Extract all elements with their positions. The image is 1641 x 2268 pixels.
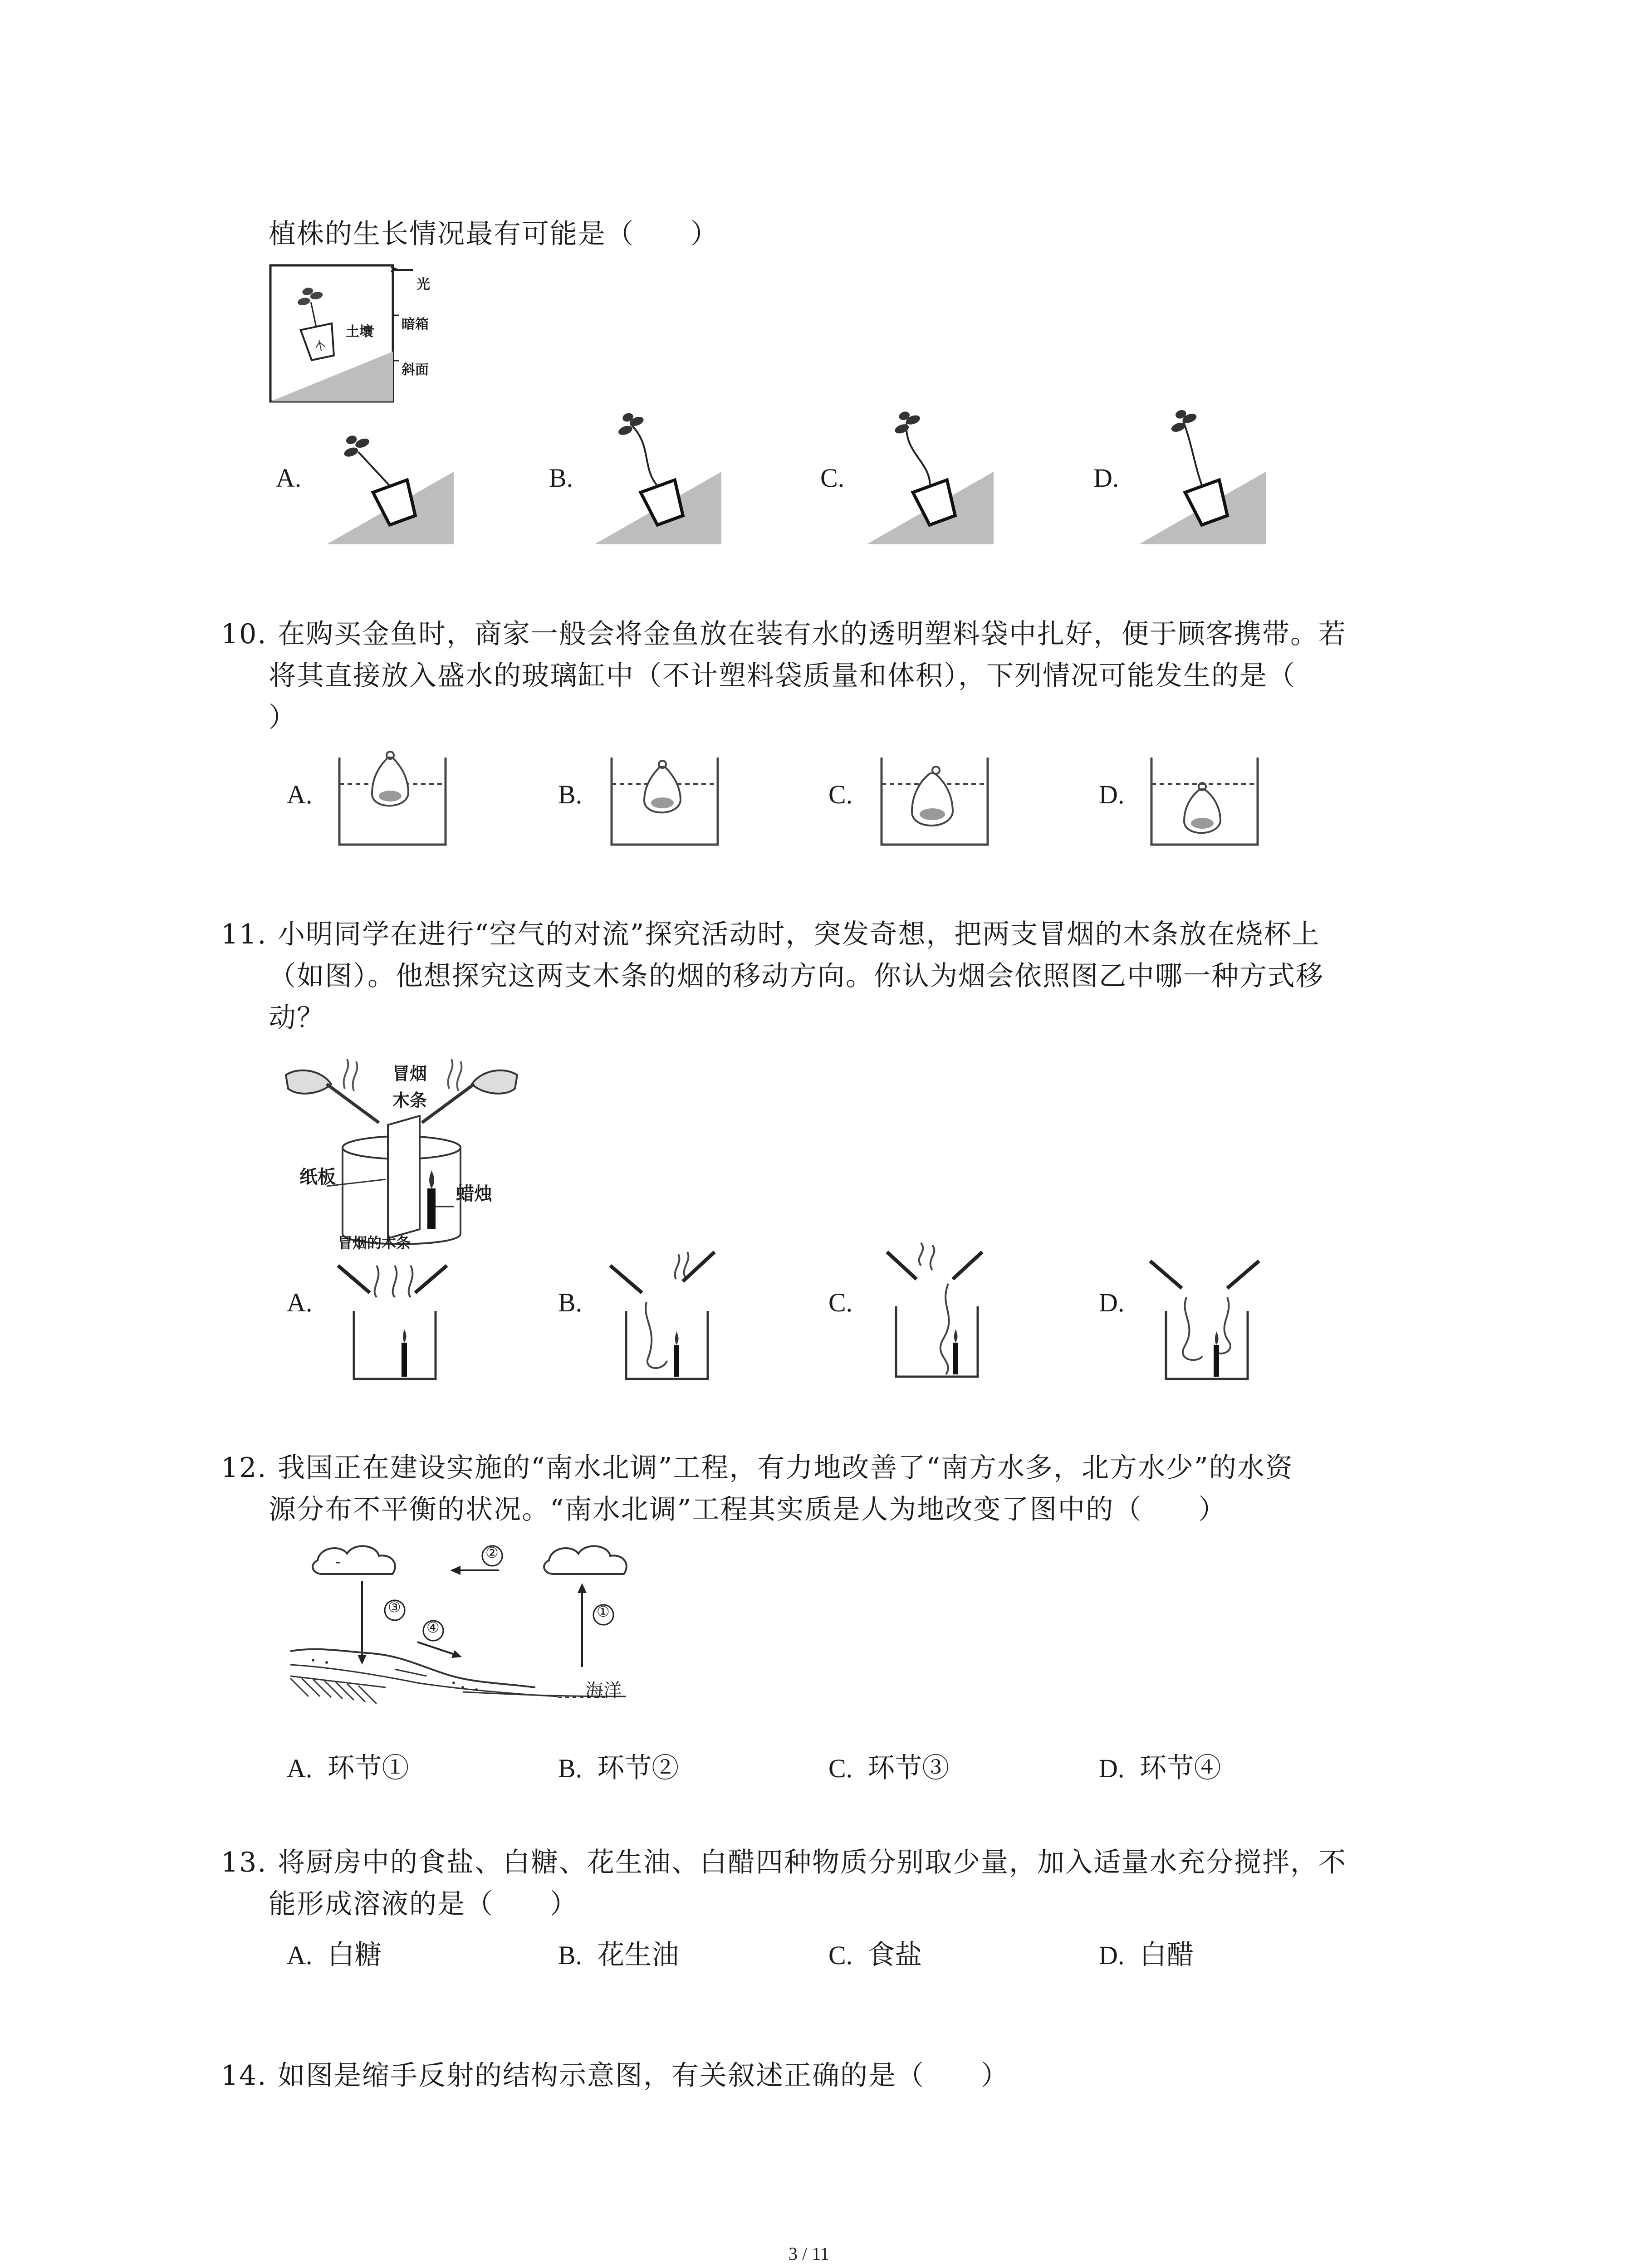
q12-option-b-label: B. bbox=[558, 1754, 583, 1783]
q12-number: 12. bbox=[221, 1452, 267, 1484]
q10-option-d-figure bbox=[1148, 748, 1261, 853]
q12-label-circle-3: ③ bbox=[388, 1598, 401, 1616]
q11-option-d-label[interactable]: D. bbox=[1099, 1288, 1125, 1317]
q10-option-b-label[interactable]: B. bbox=[558, 780, 583, 809]
q9-option-c-label[interactable]: C. bbox=[820, 463, 845, 493]
q13-option-a-text: 白糖 bbox=[327, 1939, 382, 1971]
q11-option-c-label[interactable]: C. bbox=[828, 1288, 853, 1317]
q14-text-line1: 如图是缩手反射的结构示意图，有关叙述正确的是（ ） bbox=[278, 2060, 1009, 2092]
q11-option-b-label[interactable]: B. bbox=[558, 1288, 583, 1317]
q12-option-c[interactable] bbox=[828, 1746, 949, 1785]
q13-option-d-text: 白醋 bbox=[1139, 1939, 1194, 1971]
q13-option-d[interactable] bbox=[1099, 1933, 1194, 1972]
q10-option-d-label[interactable]: D. bbox=[1099, 780, 1125, 809]
q11-label-smoking-stick: 冒烟的木条 bbox=[338, 1234, 411, 1251]
q9-option-d-figure bbox=[1139, 408, 1275, 553]
q9-option-a-label[interactable]: A. bbox=[276, 463, 302, 493]
q9-label-soil: 土壤 bbox=[346, 324, 373, 340]
q12-label-circle-1: ① bbox=[597, 1603, 610, 1620]
q12-option-b[interactable] bbox=[558, 1746, 679, 1785]
q11-option-b-figure bbox=[608, 1252, 744, 1388]
q12-option-d-text: 环节④ bbox=[1139, 1752, 1221, 1784]
q11-text-line1: 小明同学在进行“空气的对流”探究活动时，突发奇想，把两支冒烟的木条放在烧杯上 bbox=[278, 919, 1320, 950]
q13-option-d-label: D. bbox=[1099, 1941, 1125, 1970]
q13-option-b-label: B. bbox=[558, 1941, 583, 1970]
q13-text-line1: 将厨房中的食盐、白糖、花生油、白醋四种物质分别取少量，加入适量水充分搅拌，不 bbox=[278, 1847, 1347, 1878]
q12-option-c-label: C. bbox=[828, 1754, 853, 1783]
q12-option-d-label: D. bbox=[1099, 1754, 1125, 1783]
q10-option-a-figure bbox=[336, 748, 449, 853]
q9-option-a-figure bbox=[327, 408, 463, 553]
q13-number: 13. bbox=[221, 1847, 267, 1878]
q10-option-b-figure bbox=[608, 748, 721, 853]
q13-option-a[interactable] bbox=[287, 1933, 382, 1972]
q11-label-candle: 蜡烛 bbox=[456, 1183, 492, 1204]
q10-number: 10. bbox=[221, 618, 267, 650]
q13-option-b[interactable] bbox=[558, 1933, 679, 1972]
q12-option-a[interactable] bbox=[287, 1746, 409, 1785]
q12-text-line1: 我国正在建设实施的“南水北调”工程，有力地改善了“南方水多，北方水少”的水资 bbox=[278, 1452, 1293, 1484]
q14-number: 14. bbox=[221, 2060, 267, 2092]
q9-option-b-figure bbox=[594, 408, 730, 553]
q12-label-circle-4: ④ bbox=[426, 1619, 440, 1636]
q9-text-line1: 植株的生长情况最有可能是（ ） bbox=[269, 218, 719, 250]
page-number: 3 / 11 bbox=[789, 2244, 829, 2264]
q12-label-circle-2: ② bbox=[485, 1544, 499, 1561]
q11-option-a-figure bbox=[336, 1252, 472, 1388]
q13-text-line2: 能形成溶液的是（ ） bbox=[269, 1888, 578, 1920]
q11-option-a-label[interactable]: A. bbox=[287, 1288, 313, 1317]
q10-option-c-label[interactable]: C. bbox=[828, 780, 853, 809]
q13-option-b-text: 花生油 bbox=[597, 1939, 679, 1971]
q9-option-d-label[interactable]: D. bbox=[1093, 463, 1119, 493]
q9-label-box: 暗箱 bbox=[402, 317, 429, 332]
q12-option-c-text: 环节③ bbox=[867, 1752, 950, 1784]
q12-text-line2: 源分布不平衡的状况。“南水北调”工程其实质是人为地改变了图中的（ ） bbox=[269, 1494, 1227, 1525]
q10-option-a-label[interactable]: A. bbox=[287, 780, 313, 809]
q13-option-c[interactable] bbox=[828, 1933, 922, 1972]
q11-text-line3: 动？ bbox=[269, 1002, 325, 1034]
q12-option-d[interactable] bbox=[1099, 1746, 1221, 1785]
q10-text-line2: 将其直接放入盛水的玻璃缸中（不计塑料袋质量和体积），下列情况可能发生的是（ bbox=[269, 660, 1296, 692]
q11-label-smoke: 冒烟 bbox=[392, 1064, 427, 1084]
q10-text-line3: ） bbox=[269, 702, 297, 733]
q11-text-line2: （如图）。他想探究这两支木条的烟的移动方向。你认为烟会依照图乙中哪一种方式移 bbox=[269, 960, 1324, 992]
q11-label-board: 纸板 bbox=[299, 1167, 336, 1188]
q13-option-a-label: A. bbox=[287, 1941, 313, 1970]
q12-label-ocean: 海洋 bbox=[585, 1680, 622, 1701]
q9-option-c-figure bbox=[867, 408, 1003, 553]
q9-label-light: 光 bbox=[416, 277, 430, 293]
q9-option-b-label[interactable]: B. bbox=[549, 463, 573, 493]
q11-label-stick: 木条 bbox=[392, 1090, 427, 1110]
q13-option-c-text: 食盐 bbox=[867, 1939, 922, 1971]
q12-option-b-text: 环节② bbox=[597, 1752, 679, 1784]
q12-option-a-label: A. bbox=[287, 1754, 313, 1783]
q11-option-c-figure bbox=[878, 1247, 1014, 1388]
q11-number: 11. bbox=[221, 919, 267, 950]
q12-option-a-text: 环节① bbox=[327, 1752, 409, 1784]
q10-text-line1: 在购买金鱼时，商家一般会将金鱼放在装有水的透明塑料袋中扎好，便于顾客携带。若 bbox=[278, 618, 1347, 650]
q10-option-c-figure bbox=[878, 748, 991, 853]
q9-label-slope: 斜面 bbox=[402, 362, 429, 378]
q13-option-c-label: C. bbox=[828, 1941, 853, 1970]
q11-option-d-figure bbox=[1148, 1252, 1284, 1388]
